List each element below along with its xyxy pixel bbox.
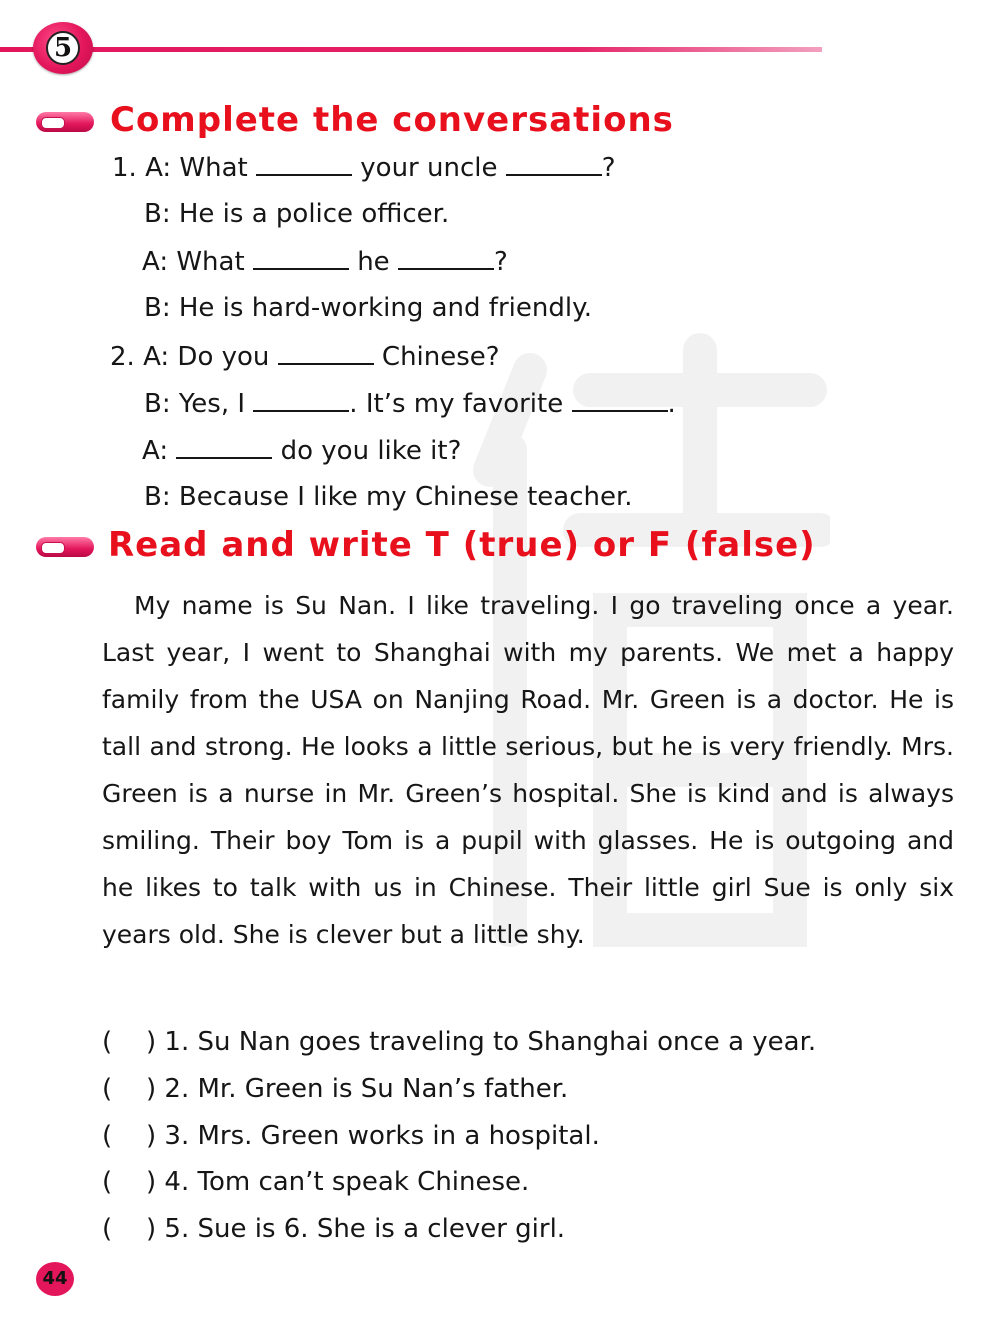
unit-badge-icon: [33, 22, 93, 74]
line-text: . It’s my favorite: [349, 389, 572, 419]
tf-question-5: [102, 1214, 565, 1244]
page-number: 44: [36, 1262, 74, 1296]
conversation-line-2: B: He is a police officer.: [144, 199, 450, 229]
answer-paren[interactable]: (: [102, 1167, 113, 1197]
answer-blank[interactable]: [506, 152, 602, 176]
line-text: B: Yes, I: [144, 389, 254, 419]
tf-question-4: [102, 1167, 529, 1197]
answer-blank[interactable]: [572, 388, 668, 412]
line-text: A: What: [142, 247, 253, 277]
question-text: ) 3. Mrs. Green works in a hospital.: [146, 1121, 600, 1151]
answer-blank[interactable]: [278, 341, 374, 365]
conversation-line-1: [112, 152, 616, 183]
unit-number: 5: [46, 31, 80, 65]
line-text: do you like it?: [272, 436, 462, 466]
line-text: ?: [493, 247, 508, 277]
line-text: ?: [601, 153, 616, 183]
pill-bullet-icon: [36, 537, 94, 557]
line-text: he: [348, 247, 398, 277]
answer-paren[interactable]: (: [102, 1027, 113, 1057]
tf-question-1: [102, 1027, 816, 1057]
section-title-true-false: Read and write T (true) or F (false): [108, 525, 816, 565]
conversation-line-3: [142, 246, 508, 277]
conversation-line-4: B: He is hard-working and friendly.: [144, 293, 593, 323]
answer-blank[interactable]: [176, 435, 272, 459]
section-title-conversations: Complete the conversations: [110, 100, 674, 140]
conversation-line-6: [144, 388, 676, 419]
tf-question-3: [102, 1121, 600, 1151]
line-text: Chinese?: [373, 342, 500, 372]
conversation-line-8: B: Because I like my Chinese teacher.: [144, 482, 633, 512]
question-text: ) 5. Sue is 6. She is a clever girl.: [146, 1214, 566, 1244]
conversation-line-5: [110, 341, 500, 372]
answer-paren[interactable]: (: [102, 1214, 113, 1244]
answer-paren[interactable]: (: [102, 1121, 113, 1151]
reading-passage: [102, 582, 954, 958]
answer-blank[interactable]: [398, 246, 494, 270]
passage-text: My name is Su Nan. I like traveling. I go traveling once a year. Last year, I went to Shanghai with my parents. We met a happy family from the USA on Nanjing Road. Mr. Green is a doctor. He is tall and strong. He looks a little serious, but he is very friendly. Mrs. Green is a nurse in Mr. Green’s hospital. She is kind and is always smiling. Their boy Tom is a pupil with glasses. He is outgoing and he likes to talk with us in Chinese. Their little girl Sue is only six years old. She is clever but a little shy.: [102, 591, 954, 949]
answer-paren[interactable]: (: [102, 1074, 113, 1104]
answer-blank[interactable]: [253, 388, 349, 412]
header-rule: [0, 47, 822, 52]
pill-bullet-icon: [36, 112, 94, 132]
line-text: your uncle: [352, 153, 506, 183]
line-text: 1. A: What: [112, 153, 257, 183]
answer-blank[interactable]: [253, 246, 349, 270]
question-text: ) 2. Mr. Green is Su Nan’s father.: [146, 1074, 569, 1104]
answer-blank[interactable]: [256, 152, 352, 176]
line-text: .: [667, 389, 676, 419]
line-text: A:: [142, 436, 177, 466]
conversation-line-7: [142, 435, 461, 466]
question-text: ) 1. Su Nan goes traveling to Shanghai once a year.: [146, 1027, 817, 1057]
tf-question-2: [102, 1074, 568, 1104]
line-text: 2. A: Do you: [110, 342, 278, 372]
question-text: ) 4. Tom can’t speak Chinese.: [146, 1167, 530, 1197]
